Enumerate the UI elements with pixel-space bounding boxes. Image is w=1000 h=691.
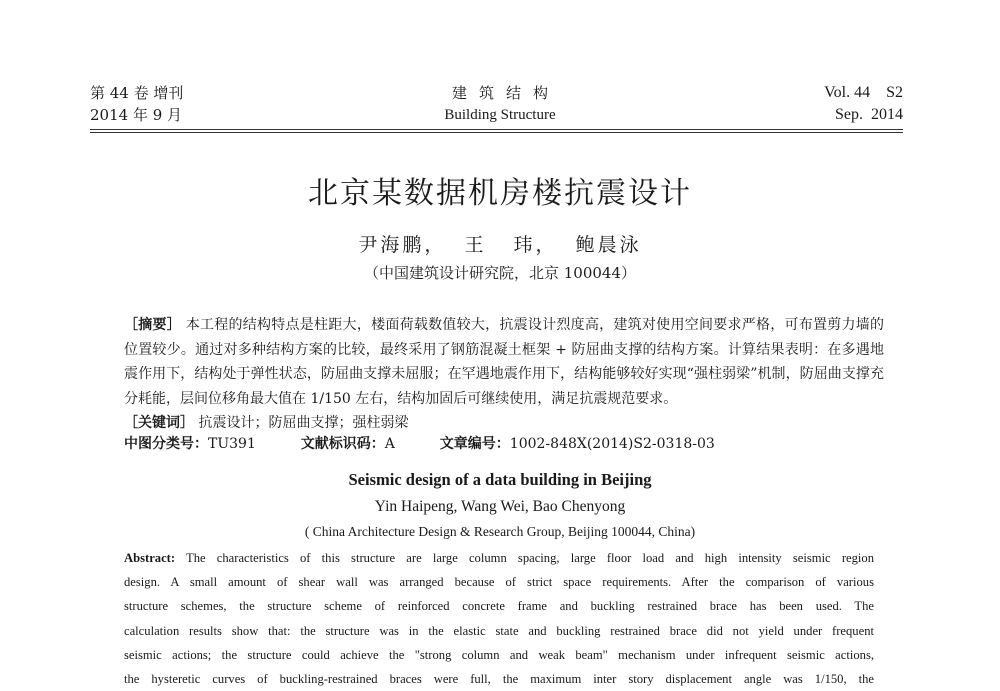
article-no-label: 文章编号： — [439, 436, 510, 452]
abstract-en-line: the hysteretic curves of buckling-restrained braces were full, the maximum inter story displacement angle was 1/150, the — [124, 672, 874, 687]
article-title-en: Seismic design of a data building in Beijing — [348, 470, 652, 489]
clc-value: TU391 — [208, 436, 256, 452]
header-rule-top — [90, 129, 903, 130]
affiliation-cn: （中国建筑设计研究院，北京 100044） — [363, 264, 637, 282]
volume-cn: 第 44 卷 增刊 — [90, 84, 184, 102]
doc-code-value: A — [384, 436, 395, 452]
clc-label: 中图分类号： — [124, 436, 208, 452]
abstract-en-block — [124, 546, 874, 691]
abstract-label-en: Abstract: — [124, 551, 176, 565]
article-no-value: 1002-848X(2014)S2-0318-03 — [509, 436, 715, 452]
abstract-en-line: calculation results show that: the structure was in the elastic state and buckling restrained brace did not yield under frequent — [124, 623, 874, 638]
authors-en: Yin Haipeng, Wang Wei, Bao Chenyong — [374, 498, 626, 515]
affiliation-en: ( China Architecture Design & Research Group, Beijing 100044, China) — [304, 524, 696, 539]
date-cn: 2014 年 9 月 — [90, 106, 183, 124]
doc-code-label: 文献标识码： — [300, 436, 385, 452]
abstract-en-line: structure schemes, the structure scheme of reinforced concrete frame and buckling restrained brace has been used. The — [124, 599, 874, 614]
article-title-cn: 北京某数据机房楼抗震设计 — [308, 176, 692, 211]
keywords-cn: 抗震设计；防屈曲支撑；强柱弱梁 — [198, 415, 409, 431]
classification-line — [124, 433, 884, 453]
abstract-cn-block — [124, 313, 884, 436]
abstract-en-line: Abstract: The characteristics of this structure are large column spacing, large floor load and high intensity seismic region — [124, 551, 875, 565]
journal-name-en: Building Structure — [444, 107, 556, 123]
journal-name-cn: 建筑结构 — [451, 84, 560, 102]
abstract-en-line: seismic actions; the structure could achieve the "strong column and weak beam" mechanism under infrequent seismic actions, — [124, 647, 874, 662]
authors-cn: 尹海鹏， 王 玮， 鲍晨泳 — [358, 234, 642, 256]
abstract-en-line: design. A small amount of shear wall was arranged because of strict space requirements. After the comparison of various — [124, 575, 874, 590]
abstract-label-cn: ［摘要］ — [124, 317, 182, 333]
keywords-label-cn: ［关键词］ — [124, 415, 194, 431]
header-rule-bottom — [90, 132, 903, 133]
volume-en: Vol. 44 S2 — [824, 84, 903, 101]
date-en: Sep. 2014 — [835, 106, 903, 123]
abstract-text-cn: 本工程的结构特点是柱距大，楼面荷载数值较大，抗震设计烈度高，建筑对使用空间要求严格，可布置剪力墙的位置较少。通过对多种结构方案的比较，最终采用了钢筋混凝土框架 + 防屈曲支撑的结构方案。计算结果表明：在多遇地震作用下，结构处于弹性状态，防屈曲支撑未屈服；在罕遇地震作用下，结构能够较好实现“强柱弱梁”机制，防屈曲支撑充分耗能，层间位移角最大值在 1/150 左右，结构加固后可继续使用，满足抗震规范要求。 — [124, 317, 885, 407]
header-right — [824, 82, 903, 126]
